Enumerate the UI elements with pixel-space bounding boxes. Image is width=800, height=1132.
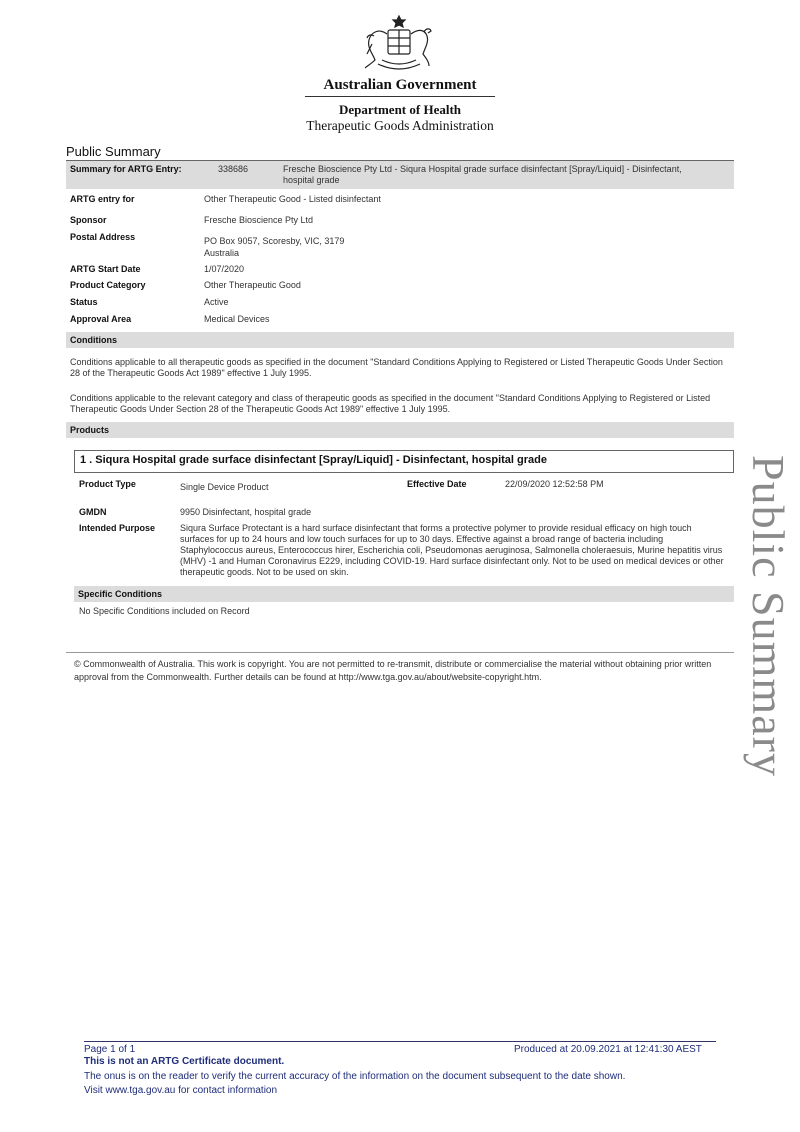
- artg-entry-for-value: Other Therapeutic Good - Listed disinfectant: [204, 194, 381, 204]
- department-name: Department of Health: [338, 102, 462, 117]
- copyright-notice: © Commonwealth of Australia. This work is copyright. You are not permitted to re-transmit, distribute or commercialise the material without obtaining prior written approval from the Commonwealth. Further details can be found at http://www.tga.gov.au/about/website-copyright.htm.: [74, 659, 712, 682]
- status-label: Status: [70, 297, 98, 307]
- conditions-heading: Conditions: [70, 335, 117, 345]
- start-date-value: 1/07/2020: [204, 264, 245, 274]
- status-value: Active: [204, 297, 229, 307]
- products-heading-bar: [66, 422, 734, 438]
- conditions-paragraph-2: Conditions applicable to the relevant category and class of therapeutic goods as specified in the document "Standard Conditions Applying to Registered or Listed Therapeutic Goods Under Section 28 of the Therapeutic Goods Act 1989" effective 1 July 1995.: [70, 393, 711, 414]
- produced-timestamp: Produced at 20.09.2021 at 12:41:30 AEST: [514, 1044, 702, 1055]
- effective-date-label: Effective Date: [407, 479, 467, 489]
- agency-name: Therapeutic Goods Administration: [306, 118, 494, 133]
- not-certificate-notice: This is not an ARTG Certificate document.: [84, 1056, 285, 1067]
- government-title: Australian Government: [323, 77, 477, 93]
- artg-entry-number: 338686: [218, 164, 249, 174]
- postal-address-label: Postal Address: [70, 232, 136, 242]
- coat-of-arms-logo: [358, 14, 440, 76]
- sponsor-label: Sponsor: [70, 215, 107, 225]
- conditions-paragraph-1: Conditions applicable to all therapeutic goods as specified in the document "Standard Conditions Applying to Registered or Listed Therapeutic Goods Under Section 28 of the Therapeutic Goods Act 1989" effective 1 July 1995.: [70, 357, 723, 378]
- conditions-heading-bar: [66, 332, 734, 348]
- effective-date-value: 22/09/2020 12:52:58 PM: [505, 479, 604, 489]
- products-heading: Products: [70, 425, 110, 435]
- contact-info: Visit www.tga.gov.au for contact information: [84, 1085, 278, 1096]
- product-type-value: Single Device Product: [180, 482, 269, 492]
- watermark-text: Public Summary: [743, 455, 794, 777]
- gmdn-label: GMDN: [79, 507, 107, 517]
- approval-area-value: Medical Devices: [204, 314, 270, 324]
- intended-purpose-value: Siqura Surface Protectant is a hard surface disinfectant that forms a protective polymer to provide residual efficacy on high touch surfaces for up to 24 hours and low touch surfaces for up to 30 days. Effective against a broad range of bacteria including Staphylococcus aureus, Enterococcus hirer, Escherichia coli, Pseudomonas aeruginosa, Salmonella choleraesuis, Murine hepatitis virus (MHV) -1 and Human Coronavirus E229, including COVID-19. Hard surface disinfectant only. Not to be used on medical devices or other therapeutic goods. Not to be used on skin.: [180, 523, 724, 577]
- public-summary-watermark: [742, 455, 800, 820]
- sponsor-value: Fresche Bioscience Pty Ltd: [204, 215, 314, 225]
- postal-address-line1: PO Box 9057, Scoresby, VIC, 3179: [204, 236, 345, 246]
- start-date-label: ARTG Start Date: [70, 264, 141, 274]
- copyright-divider: [66, 652, 734, 653]
- product-type-label: Product Type: [79, 479, 136, 489]
- gmdn-value: 9950 Disinfectant, hospital grade: [180, 507, 312, 517]
- summary-label: Summary for ARTG Entry:: [70, 164, 182, 174]
- product-category-value: Other Therapeutic Good: [204, 280, 301, 290]
- specific-conditions-text: No Specific Conditions included on Record: [79, 606, 250, 616]
- page-number: Page 1 of 1: [84, 1044, 136, 1055]
- artg-entry-name: Fresche Bioscience Pty Ltd - Siqura Hospital grade surface disinfectant [Spray/Liquid] - Disinfectant, hospital grade: [283, 164, 682, 185]
- artg-entry-for-label: ARTG entry for: [70, 194, 135, 204]
- specific-conditions-bar: [74, 586, 734, 602]
- intended-purpose-label: Intended Purpose: [79, 523, 156, 533]
- onus-notice: The onus is on the reader to verify the current accuracy of the information on the document subsequent to the date shown.: [84, 1071, 626, 1082]
- postal-address-line2: Australia: [204, 248, 240, 258]
- page-title: Public Summary: [66, 144, 161, 159]
- footer-divider: [84, 1041, 716, 1042]
- product-category-label: Product Category: [70, 280, 146, 290]
- approval-area-label: Approval Area: [70, 314, 132, 324]
- header-divider: [305, 96, 495, 97]
- product-title: 1 . Siqura Hospital grade surface disinfectant [Spray/Liquid] - Disinfectant, hospital grade: [80, 454, 547, 466]
- specific-conditions-heading: Specific Conditions: [78, 589, 163, 599]
